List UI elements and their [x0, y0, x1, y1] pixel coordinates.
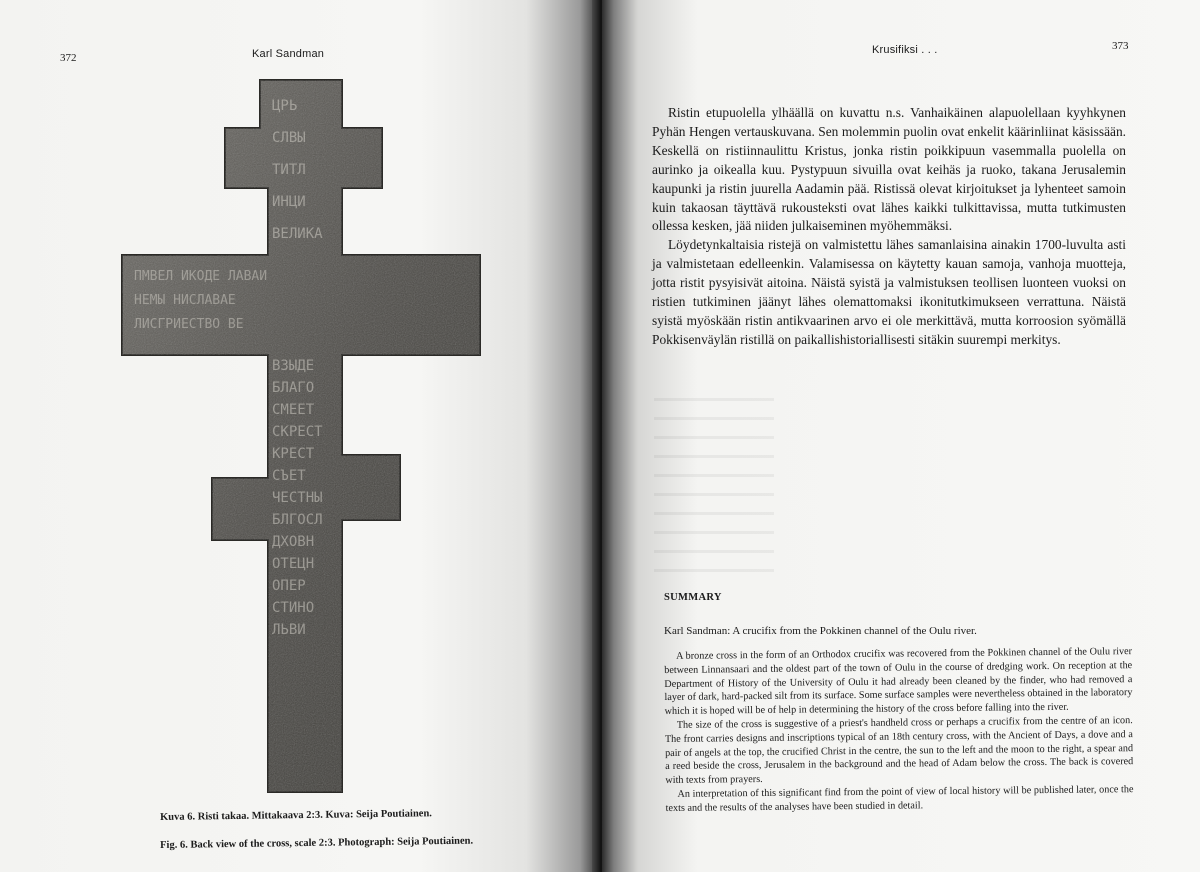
body-paragraph: Löydetynkaltaisia ristejä on valmistettu lähes samanlaisina ainakin 1700-luvulta asti ja valmistetaan edelleenkin. Valamisessa on käytetty kauan samoja, vanhoja muotteja, jotta ristit pysyisivät aitoina. Näistä syistä ja valmistuksen teollisen luonteen vuoksi on ristien tutkiminen jäänyt lähes olemattomaksi ikonitutkimukseen verrattuna. Näistä syistä myöskään ristin antikvaarinen arvo ei ole merkittävä, mutta korroosion syömällä Pokkisenväylän ristillä on paikallishistoriallisesti sitäkin suurempi merkitys. [652, 237, 1126, 347]
inscription-row: СМЕЕТ [272, 402, 315, 418]
figure-caption-finnish: Kuva 6. Risti takaa. Mittakaava 2:3. Kuva: Seija Poutiainen. [160, 808, 432, 823]
left-page [0, 0, 598, 872]
summary-text [664, 645, 1134, 815]
running-head-right: Krusifiksi . . . [872, 44, 938, 56]
body-paragraph: Ristin etupuolella ylhäällä on kuvattu n.s. Vanhaikäinen alapuolellaan kyyhkynen Pyhän Hengen vertauskuvana. Sen molemmin puolin ovat enkelit käärinliinat käsissään. Keskellä on ristiinnaulittu Kristus, jonka ristin poikkipuun vasemmalla puolella on aurinko ja oikealla kuu. Pystypuun sivuilla ovat keihäs ja ruoko, takana Jerusalemin kaupunki ja ristin juurella Aadamin pää. Ristissä olevat kirjoitukset ja lyhenteet samoin kuin takaosan täyttävä rukousteksti ovat lähes kaikki tulkittavissa, mutta tutkimusten ollessa kesken, jää niiden julkaiseminen myöhemmäksi. [652, 105, 1126, 234]
inscription-row: ОПЕР [272, 578, 306, 594]
right-page [602, 0, 1200, 872]
summary-paragraph: An interpretation of this significant find from the point of view of local history will be published later, once the texts and the results of the analyses have been studied in detail. [665, 784, 1134, 814]
summary-paragraph: A bronze cross in the form of an Orthodox crucifix was recovered from the Pokkinen channel of the Oulu river between Linnansaari and the oldest part of the town of Oulu in the course of dredging work. On reception at the Department of History of the University of Oulu it had already been cleaned by the finder, who had removed a layer of dark, hard-packed silt from its surface. Some surface samples were nevertheless obtained in the laboratory which it is hoped will be of help in determining the history of the cross before falling into the river. [664, 646, 1133, 718]
show-through-text [654, 388, 774, 588]
inscription-row: ИНЦИ [272, 194, 306, 210]
inscription-row: ОТЕЦН [272, 556, 315, 572]
body-text [652, 104, 1126, 350]
cross-photograph [120, 70, 490, 800]
inscription-row: БЛАГО [272, 380, 315, 396]
page-number-right: 373 [1112, 40, 1129, 52]
inscription-row: СТИНО [272, 600, 315, 616]
summary-paragraph: The size of the cross is suggestive of a priest's handheld cross or perhaps a crucifix from the centre of an icon. The front carries designs and inscriptions typical of an 18th century cross, with the Ancient of Days, a dove and a pair of angels at the top, the crucified Christ in the centre, the sun to the left and the moon to the right, a spear and a reed beside the cross, Jerusalem in the background and the head of Adam below the cross. The back is covered with texts from prayers. [664, 715, 1134, 787]
inscription-row: КРЕСТ [272, 446, 315, 462]
inscription-row: БЛГОСЛ [272, 512, 323, 528]
inscription-row: СКРЕСТ [272, 424, 323, 440]
inscription-row: ЧЕСТНЫ [272, 490, 323, 506]
inscription-row: ЛЬВИ [272, 622, 306, 638]
svg-text:ЛИСГРИЕСТВО ВЕ: ЛИСГРИЕСТВО ВЕ [134, 317, 244, 332]
inscription-row: ДХОВН [272, 534, 315, 550]
svg-text:НЕМЫ НИСЛАВАЕ: НЕМЫ НИСЛАВАЕ [134, 293, 236, 308]
summary-heading: SUMMARY [664, 592, 722, 603]
figure-caption-english: Fig. 6. Back view of the cross, scale 2:3. Photograph: Seija Poutiainen. [160, 835, 474, 851]
running-head-left: Karl Sandman [252, 48, 325, 60]
summary-author-line: Karl Sandman: A crucifix from the Pokkinen channel of the Oulu river. [664, 625, 977, 637]
inscription-row: СЪЕТ [272, 468, 306, 484]
inscription-row: ВЗЫДЕ [272, 358, 315, 374]
crossbar-inscription: ПМВЕЛ ИКОДЕ ЛАВАИ [134, 269, 268, 284]
inscription-row: ЦРЬ [272, 98, 298, 114]
inscription-row: СЛВЫ [272, 130, 306, 146]
page-number-left: 372 [60, 52, 77, 64]
inscription-row: ВЕЛИКА [272, 226, 323, 242]
inscription-row: ТИТЛ [272, 162, 306, 178]
